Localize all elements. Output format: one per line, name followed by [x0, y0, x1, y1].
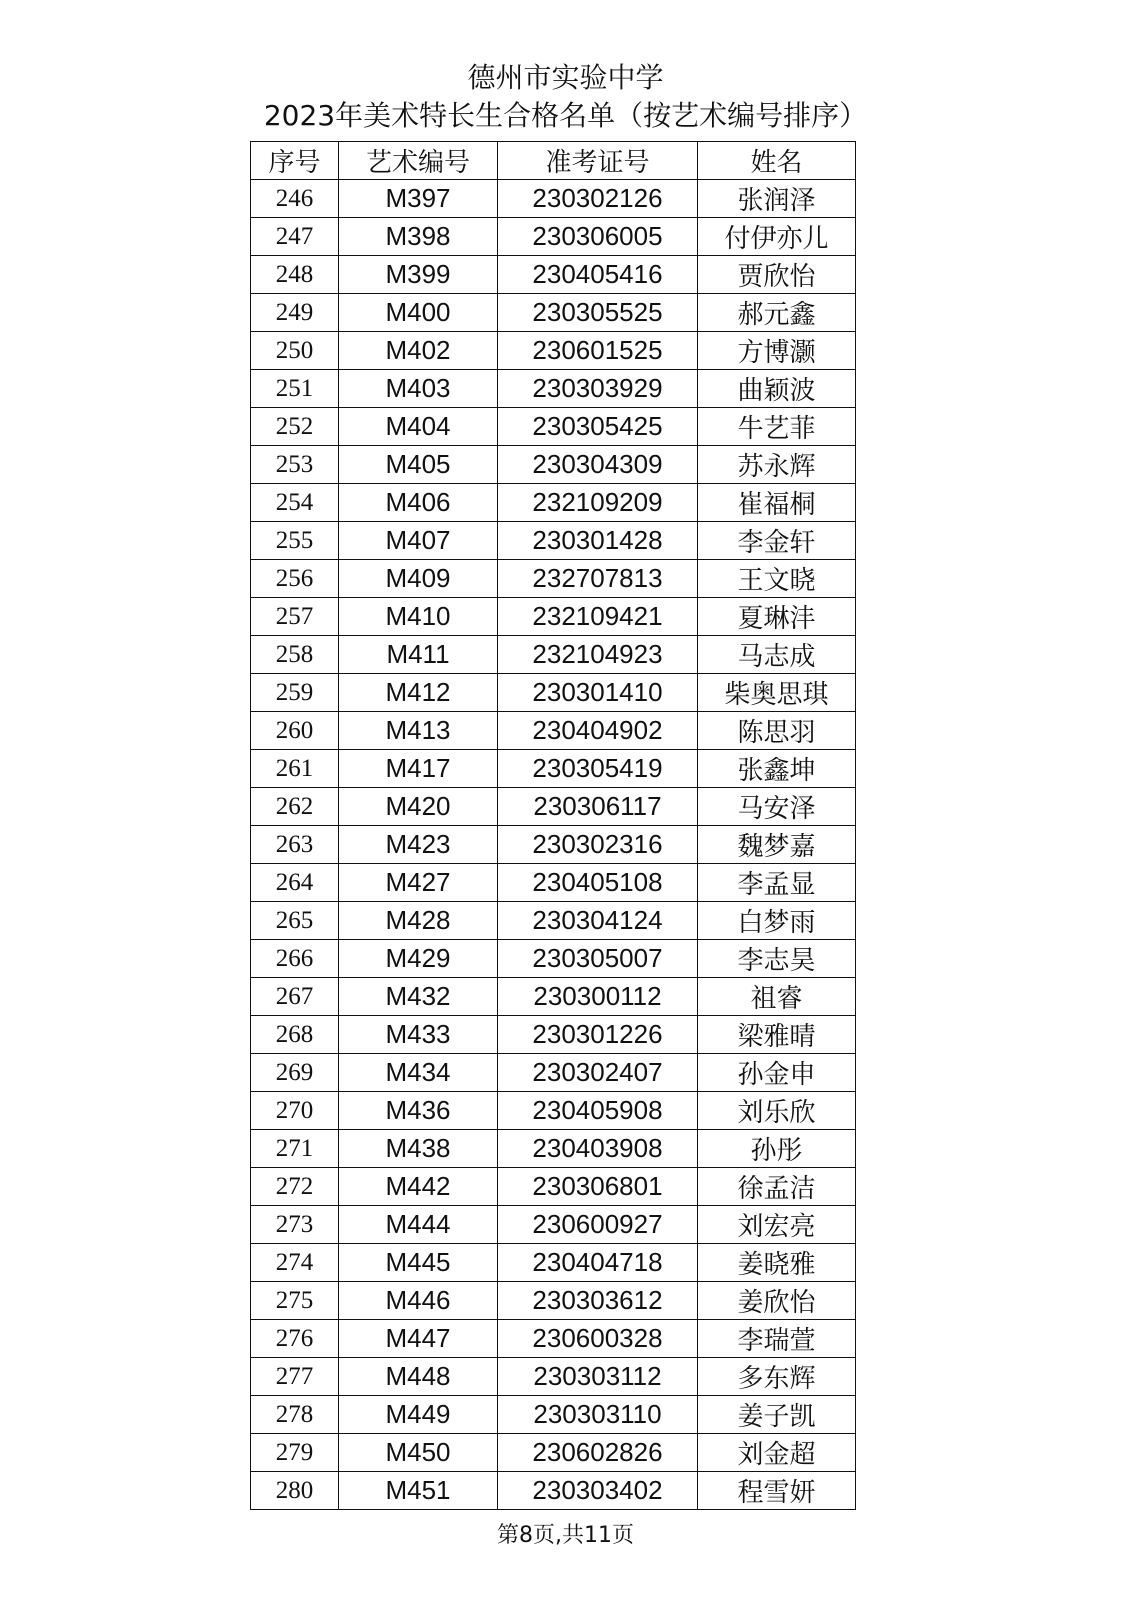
cell-art-id: M406 — [339, 484, 498, 522]
cell-exam-id: 230303402 — [498, 1472, 698, 1510]
cell-exam-id: 230302316 — [498, 826, 698, 864]
cell-seq: 275 — [251, 1282, 339, 1320]
cell-exam-id: 230600927 — [498, 1206, 698, 1244]
cell-exam-id: 230303112 — [498, 1358, 698, 1396]
table-row — [251, 446, 856, 484]
cell-seq: 269 — [251, 1054, 339, 1092]
cell-art-id: M432 — [339, 978, 498, 1016]
table-row — [251, 750, 856, 788]
cell-exam-id: 230305525 — [498, 294, 698, 332]
cell-seq: 271 — [251, 1130, 339, 1168]
cell-exam-id: 230404902 — [498, 712, 698, 750]
cell-art-id: M438 — [339, 1130, 498, 1168]
cell-art-id: M400 — [339, 294, 498, 332]
cell-seq: 247 — [251, 218, 339, 256]
cell-exam-id: 230305007 — [498, 940, 698, 978]
cell-exam-id: 230306005 — [498, 218, 698, 256]
cell-name: 李志昊 — [698, 940, 856, 978]
cell-name: 张润泽 — [698, 180, 856, 218]
cell-art-id: M409 — [339, 560, 498, 598]
cell-seq: 253 — [251, 446, 339, 484]
page-footer: 第8页,共11页 — [497, 1523, 634, 1548]
cell-exam-id: 232109209 — [498, 484, 698, 522]
cell-art-id: M445 — [339, 1244, 498, 1282]
cell-art-id: M405 — [339, 446, 498, 484]
table-row — [251, 1472, 856, 1510]
table-row — [251, 370, 856, 408]
cell-seq: 251 — [251, 370, 339, 408]
cell-art-id: M420 — [339, 788, 498, 826]
cell-exam-id: 232109421 — [498, 598, 698, 636]
cell-seq: 257 — [251, 598, 339, 636]
cell-art-id: M442 — [339, 1168, 498, 1206]
cell-exam-id: 230304124 — [498, 902, 698, 940]
table-row — [251, 1320, 856, 1358]
cell-exam-id: 230305425 — [498, 408, 698, 446]
cell-name: 刘宏亮 — [698, 1206, 856, 1244]
cell-exam-id: 232707813 — [498, 560, 698, 598]
cell-seq: 278 — [251, 1396, 339, 1434]
table-row — [251, 1092, 856, 1130]
cell-name: 夏琳沣 — [698, 598, 856, 636]
cell-name: 刘金超 — [698, 1434, 856, 1472]
cell-art-id: M433 — [339, 1016, 498, 1054]
cell-art-id: M449 — [339, 1396, 498, 1434]
cell-exam-id: 230405416 — [498, 256, 698, 294]
table-row — [251, 1358, 856, 1396]
cell-exam-id: 230303929 — [498, 370, 698, 408]
document-subtitle: 2023年美术特长生合格名单（按艺术编号排序） — [263, 99, 868, 132]
column-header-art-id: 艺术编号 — [339, 142, 498, 180]
cell-name: 程雪妍 — [698, 1472, 856, 1510]
cell-name: 姜欣怡 — [698, 1282, 856, 1320]
cell-seq: 254 — [251, 484, 339, 522]
cell-seq: 249 — [251, 294, 339, 332]
cell-seq: 280 — [251, 1472, 339, 1510]
table-row — [251, 484, 856, 522]
table-row — [251, 636, 856, 674]
cell-name: 李瑞萱 — [698, 1320, 856, 1358]
document-title: 德州市实验中学 — [467, 61, 664, 94]
cell-seq: 272 — [251, 1168, 339, 1206]
cell-art-id: M448 — [339, 1358, 498, 1396]
cell-name: 马安泽 — [698, 788, 856, 826]
cell-seq: 250 — [251, 332, 339, 370]
cell-seq: 268 — [251, 1016, 339, 1054]
cell-exam-id: 230303110 — [498, 1396, 698, 1434]
cell-name: 方博灏 — [698, 332, 856, 370]
table-row — [251, 408, 856, 446]
cell-name: 崔福桐 — [698, 484, 856, 522]
cell-art-id: M411 — [339, 636, 498, 674]
cell-art-id: M402 — [339, 332, 498, 370]
cell-art-id: M399 — [339, 256, 498, 294]
cell-art-id: M451 — [339, 1472, 498, 1510]
table-row — [251, 788, 856, 826]
cell-exam-id: 230302407 — [498, 1054, 698, 1092]
table-row — [251, 1244, 856, 1282]
cell-name: 李孟显 — [698, 864, 856, 902]
cell-seq: 252 — [251, 408, 339, 446]
cell-exam-id: 230600328 — [498, 1320, 698, 1358]
table-row — [251, 1168, 856, 1206]
cell-exam-id: 230301428 — [498, 522, 698, 560]
cell-exam-id: 230304309 — [498, 446, 698, 484]
cell-exam-id: 230301410 — [498, 674, 698, 712]
cell-exam-id: 230601525 — [498, 332, 698, 370]
cell-name: 郝元鑫 — [698, 294, 856, 332]
cell-name: 姜子凯 — [698, 1396, 856, 1434]
cell-seq: 248 — [251, 256, 339, 294]
cell-exam-id: 230301226 — [498, 1016, 698, 1054]
table-row — [251, 180, 856, 218]
table-row — [251, 712, 856, 750]
cell-art-id: M423 — [339, 826, 498, 864]
cell-seq: 277 — [251, 1358, 339, 1396]
table-row — [251, 978, 856, 1016]
table-row — [251, 1016, 856, 1054]
cell-art-id: M434 — [339, 1054, 498, 1092]
cell-exam-id: 230300112 — [498, 978, 698, 1016]
table-row — [251, 256, 856, 294]
cell-art-id: M410 — [339, 598, 498, 636]
cell-art-id: M429 — [339, 940, 498, 978]
column-header-seq: 序号 — [251, 142, 339, 180]
roster-body — [251, 180, 856, 1510]
cell-name: 牛艺菲 — [698, 408, 856, 446]
cell-name: 李金轩 — [698, 522, 856, 560]
cell-art-id: M427 — [339, 864, 498, 902]
column-header-exam-id: 准考证号 — [498, 142, 698, 180]
cell-seq: 260 — [251, 712, 339, 750]
cell-name: 徐孟洁 — [698, 1168, 856, 1206]
cell-exam-id: 230403908 — [498, 1130, 698, 1168]
cell-seq: 256 — [251, 560, 339, 598]
cell-art-id: M446 — [339, 1282, 498, 1320]
cell-name: 苏永辉 — [698, 446, 856, 484]
cell-seq: 265 — [251, 902, 339, 940]
cell-seq: 246 — [251, 180, 339, 218]
cell-exam-id: 230602826 — [498, 1434, 698, 1472]
cell-seq: 266 — [251, 940, 339, 978]
table-row — [251, 1434, 856, 1472]
cell-exam-id: 230306801 — [498, 1168, 698, 1206]
table-row — [251, 1206, 856, 1244]
cell-exam-id: 230302126 — [498, 180, 698, 218]
cell-art-id: M413 — [339, 712, 498, 750]
cell-art-id: M447 — [339, 1320, 498, 1358]
table-row — [251, 864, 856, 902]
cell-name: 刘乐欣 — [698, 1092, 856, 1130]
cell-art-id: M398 — [339, 218, 498, 256]
roster-table — [250, 141, 856, 1510]
cell-seq: 273 — [251, 1206, 339, 1244]
cell-exam-id: 230405108 — [498, 864, 698, 902]
table-row — [251, 294, 856, 332]
cell-seq: 267 — [251, 978, 339, 1016]
cell-name: 姜晓雅 — [698, 1244, 856, 1282]
cell-seq: 276 — [251, 1320, 339, 1358]
table-row — [251, 332, 856, 370]
cell-name: 曲颖波 — [698, 370, 856, 408]
cell-art-id: M404 — [339, 408, 498, 446]
table-row — [251, 1396, 856, 1434]
cell-seq: 263 — [251, 826, 339, 864]
cell-seq: 259 — [251, 674, 339, 712]
table-header-row — [251, 142, 856, 180]
cell-art-id: M450 — [339, 1434, 498, 1472]
table-row — [251, 560, 856, 598]
table-row — [251, 826, 856, 864]
cell-art-id: M397 — [339, 180, 498, 218]
cell-exam-id: 230303612 — [498, 1282, 698, 1320]
cell-seq: 274 — [251, 1244, 339, 1282]
table-row — [251, 902, 856, 940]
cell-seq: 262 — [251, 788, 339, 826]
cell-art-id: M412 — [339, 674, 498, 712]
cell-art-id: M428 — [339, 902, 498, 940]
cell-exam-id: 230306117 — [498, 788, 698, 826]
cell-name: 多东辉 — [698, 1358, 856, 1396]
cell-exam-id: 230404718 — [498, 1244, 698, 1282]
cell-seq: 255 — [251, 522, 339, 560]
cell-name: 孙彤 — [698, 1130, 856, 1168]
cell-name: 白梦雨 — [698, 902, 856, 940]
cell-name: 柴奥思琪 — [698, 674, 856, 712]
cell-seq: 264 — [251, 864, 339, 902]
cell-art-id: M444 — [339, 1206, 498, 1244]
cell-name: 陈思羽 — [698, 712, 856, 750]
cell-art-id: M436 — [339, 1092, 498, 1130]
cell-art-id: M407 — [339, 522, 498, 560]
cell-name: 祖睿 — [698, 978, 856, 1016]
cell-name: 王文晓 — [698, 560, 856, 598]
column-header-name: 姓名 — [698, 142, 856, 180]
cell-art-id: M417 — [339, 750, 498, 788]
cell-name: 魏梦嘉 — [698, 826, 856, 864]
table-row — [251, 522, 856, 560]
cell-seq: 270 — [251, 1092, 339, 1130]
cell-exam-id: 230305419 — [498, 750, 698, 788]
cell-name: 孙金申 — [698, 1054, 856, 1092]
cell-seq: 279 — [251, 1434, 339, 1472]
cell-name: 张鑫坤 — [698, 750, 856, 788]
table-row — [251, 1054, 856, 1092]
cell-name: 付伊亦儿 — [698, 218, 856, 256]
table-row — [251, 674, 856, 712]
table-row — [251, 1282, 856, 1320]
table-row — [251, 1130, 856, 1168]
cell-seq: 258 — [251, 636, 339, 674]
cell-name: 马志成 — [698, 636, 856, 674]
table-row — [251, 940, 856, 978]
cell-art-id: M403 — [339, 370, 498, 408]
cell-seq: 261 — [251, 750, 339, 788]
cell-name: 梁雅晴 — [698, 1016, 856, 1054]
table-row — [251, 218, 856, 256]
table-row — [251, 598, 856, 636]
cell-exam-id: 230405908 — [498, 1092, 698, 1130]
cell-exam-id: 232104923 — [498, 636, 698, 674]
cell-name: 贾欣怡 — [698, 256, 856, 294]
